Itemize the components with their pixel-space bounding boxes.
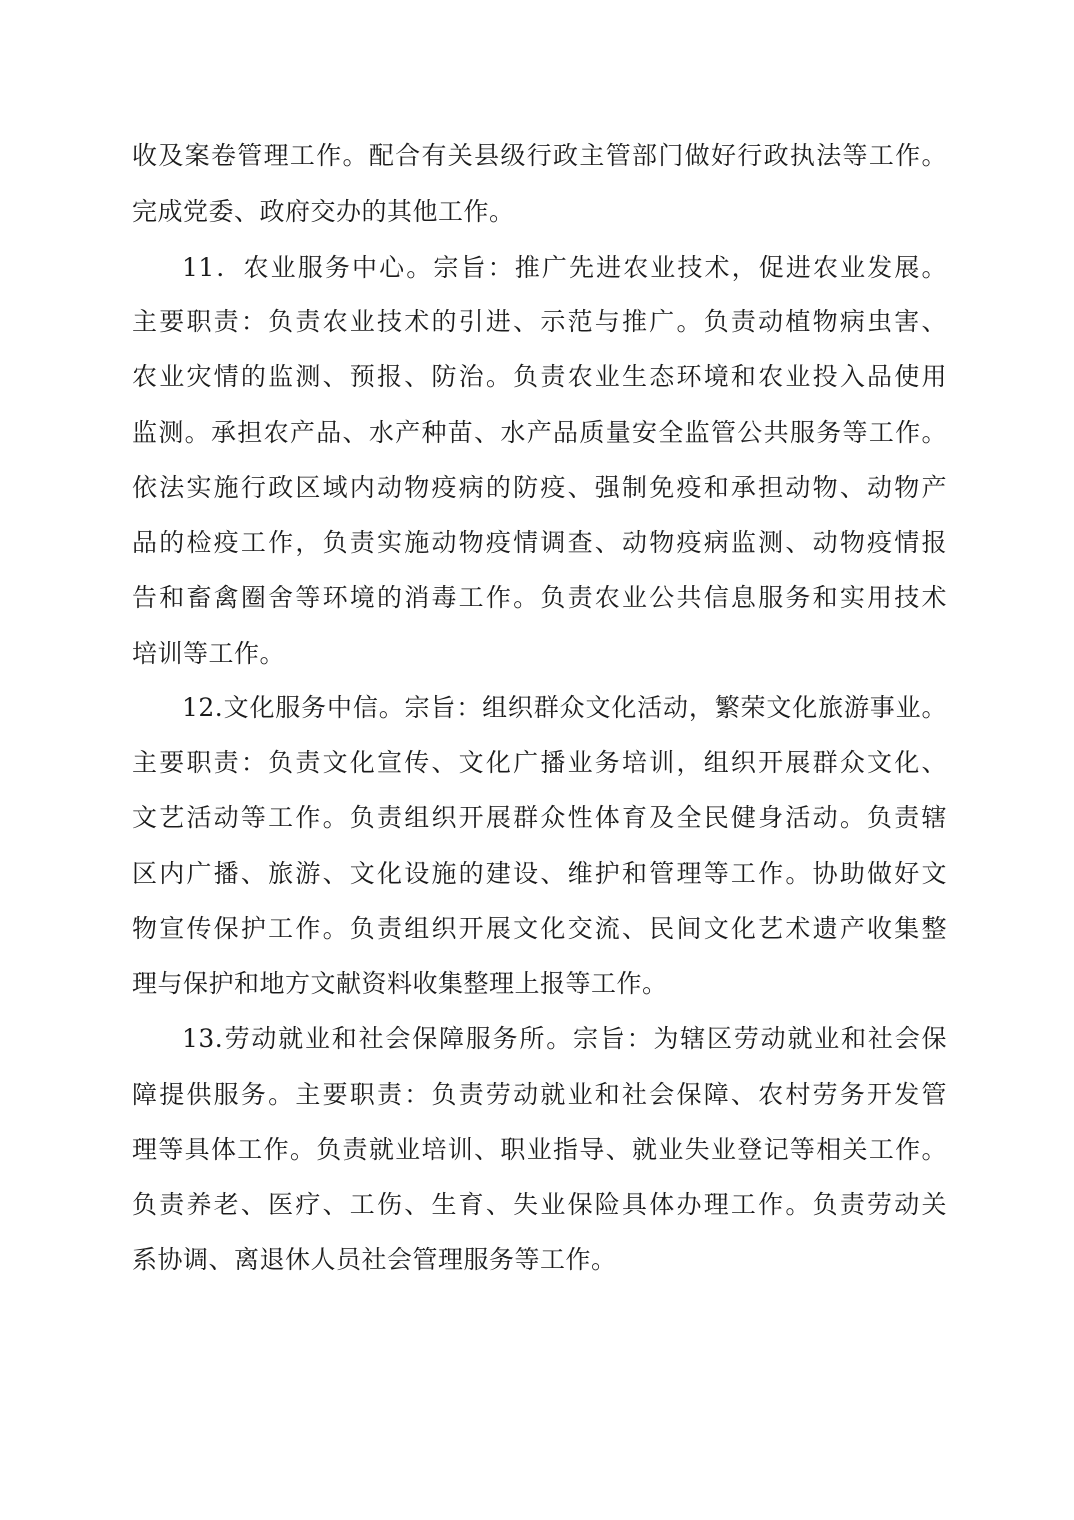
text-line: 文艺活动等工作。负责组织开展群众性体育及全民健身活动。负责辖 [132,803,947,832]
text-line: 完成党委、政府交办的其他工作。 [132,197,515,226]
text-line: 理等具体工作。负责就业培训、职业指导、就业失业登记等相关工作。 [132,1135,947,1164]
text-line: 主要职责：负责农业技术的引进、示范与推广。负责动植物病虫害、 [132,307,947,336]
text-line: 障提供服务。主要职责：负责劳动就业和社会保障、农村劳务开发管 [132,1080,947,1109]
text-line: 依法实施行政区域内动物疫病的防疫、强制免疫和承担动物、动物产 [132,473,947,502]
text-line: 理与保护和地方文献资料收集整理上报等工作。 [132,969,668,998]
text-line: 系协调、离退休人员社会管理服务等工作。 [132,1245,617,1274]
section-heading-13: 13.劳动就业和社会保障服务所。宗旨：为辖区劳动就业和社会保 [182,1024,947,1053]
text-line: 监测。承担农产品、水产种苗、水产品质量安全监管公共服务等工作。 [132,418,947,447]
text-line: 收及案卷管理工作。配合有关县级行政主管部门做好行政执法等工作。 [132,141,947,170]
text-line: 培训等工作。 [132,639,286,668]
text-line: 区内广播、旅游、文化设施的建设、维护和管理等工作。协助做好文 [132,859,947,888]
text-line: 主要职责：负责文化宣传、文化广播业务培训，组织开展群众文化、 [132,748,947,777]
section-heading-11: 11．农业服务中心。宗旨：推广先进农业技术，促进农业发展。 [182,253,947,282]
section-heading-12: 12.文化服务中信。宗旨：组织群众文化活动，繁荣文化旅游事业。 [182,693,947,722]
text-line: 告和畜禽圈舍等环境的消毒工作。负责农业公共信息服务和实用技术 [132,583,947,612]
text-line: 农业灾情的监测、预报、防治。负责农业生态环境和农业投入品使用 [132,362,947,391]
text-line: 品的检疫工作，负责实施动物疫情调查、动物疫病监测、动物疫情报 [132,528,947,557]
text-line: 负责养老、医疗、工伤、生育、失业保险具体办理工作。负责劳动关 [132,1190,947,1219]
text-line: 物宣传保护工作。负责组织开展文化交流、民间文化艺术遗产收集整 [132,914,947,943]
